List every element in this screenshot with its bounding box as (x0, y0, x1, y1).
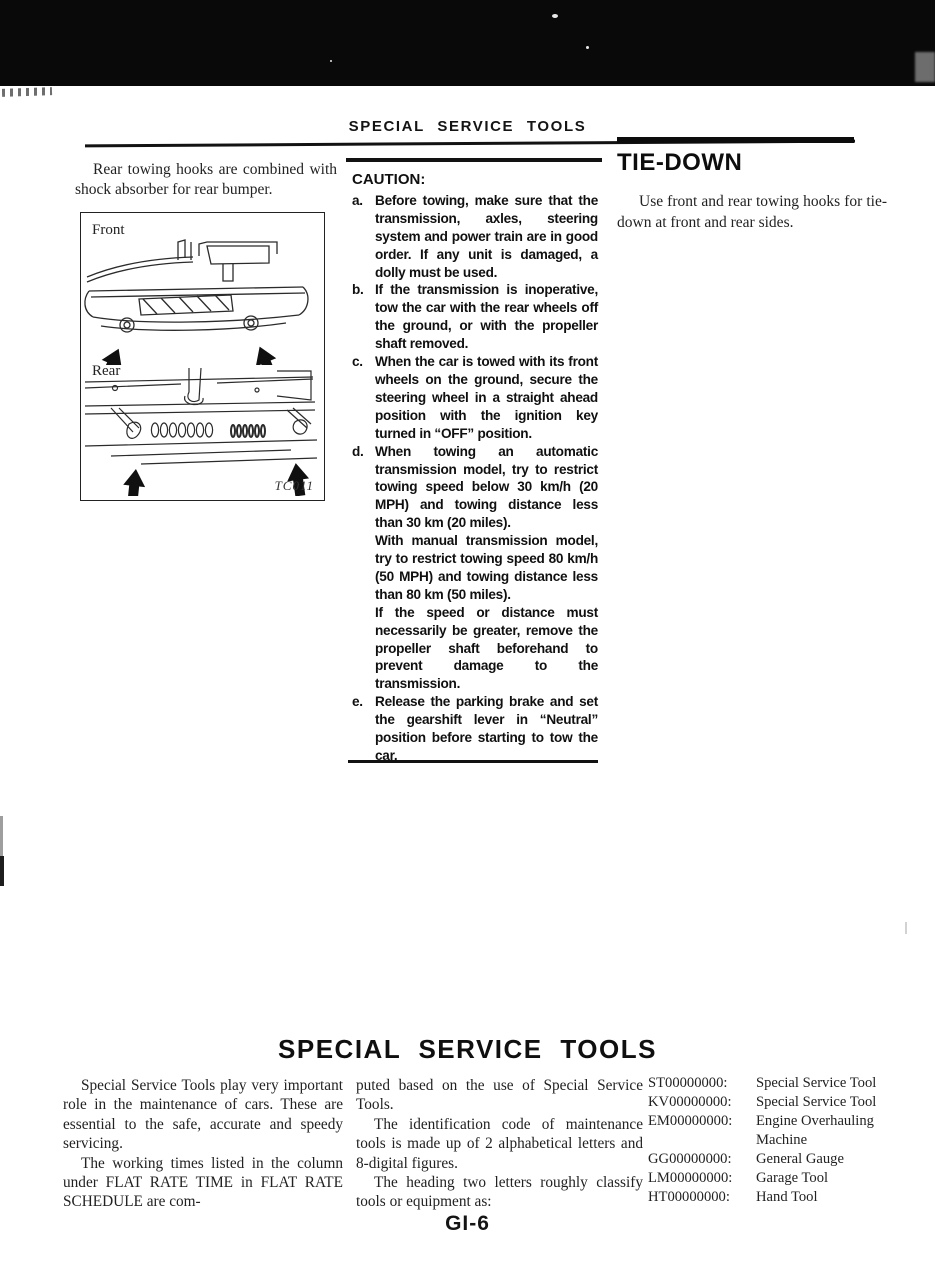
tool-code: HT00000000: (648, 1189, 730, 1205)
tool-code-description: Special Service Tool (756, 1094, 877, 1110)
scan-edge-mark (905, 922, 907, 934)
caution-section (352, 171, 598, 765)
tool-code-list (648, 1074, 922, 1207)
arrow-to-front-left-hook (95, 344, 129, 365)
sst-paragraph: The heading two letters roughly classify tools or equipment as: (356, 1174, 643, 1211)
figure-code: TC011 (274, 478, 314, 493)
caution-item-text: If the speed or distance must necessarily be greater, remove the propeller shaft beforehand to prevent damage to the transmission. (375, 604, 598, 692)
sst-column-2 (356, 1076, 643, 1212)
caution-item-label: e. (352, 694, 363, 710)
caution-heading: CAUTION: (352, 171, 426, 188)
rear-bumper-drawing (81, 366, 321, 496)
scan-speck (586, 46, 589, 49)
tie-down-paragraph: Use front and rear towing hooks for tie-down at front and rear sides. (617, 193, 887, 231)
tool-code: GG00000000: (648, 1151, 732, 1167)
sst-column-1 (63, 1076, 343, 1212)
sst-paragraph: Special Service Tools play very important role in the maintenance of cars. These are essential to the safe, accurate and speedy servicing. (63, 1077, 343, 1153)
sst-section-heading: SPECIAL SERVICE TOOLS (278, 1034, 657, 1064)
caution-item-b (352, 281, 598, 353)
tool-code: LM00000000: (648, 1170, 733, 1186)
scan-tear-mark (2, 87, 52, 97)
tie-down-heavy-rule (617, 137, 854, 143)
figure-rear-label: Rear (92, 363, 121, 379)
sst-paragraph: The identification code of maintenance tools is made up of 2 alphabetical letters and 8-digital figures. (356, 1115, 643, 1172)
sst-paragraph: puted based on the use of Special Service Tools. (356, 1077, 643, 1114)
caution-item-label: d. (352, 443, 364, 459)
page-number: GI-6 (445, 1212, 490, 1235)
caution-item-c (352, 353, 598, 443)
page-header-title: SPECIAL SERVICE TOOLS (348, 118, 587, 135)
tool-code-description: Garage Tool (756, 1170, 829, 1186)
front-bumper-drawing (81, 233, 321, 365)
scan-speck (330, 60, 332, 62)
caution-item-d (352, 443, 598, 694)
sst-paragraph: The working times listed in the column under FLAT RATE TIME in FLAT RATE SCHEDULE are com- (63, 1154, 343, 1211)
caution-item-text: If the transmission is inoperative, tow the car with the rear wheels off the ground, or with the propeller shaft removed. (375, 282, 598, 352)
caution-item-text: When towing an automatic transmission model, try to restrict towing speed below 30 km/h (20 MPH) and towing distance less than 30 km (20 miles). (375, 443, 598, 531)
tool-code-description: Hand Tool (756, 1189, 818, 1205)
top-scan-band (0, 0, 935, 86)
caution-item-e (352, 693, 598, 765)
caution-top-rule (346, 158, 602, 162)
tool-code-description: Engine Overhauling Machine (756, 1113, 874, 1148)
caution-item-label: a. (352, 192, 363, 208)
arrow-to-rear-left-hook (122, 468, 147, 496)
scan-smudge (915, 52, 935, 82)
caution-item-text: When the car is towed with its front wheels on the ground, secure the steering wheel in a straight ahead position with the ignition key turned in “OFF” position. (375, 354, 598, 441)
caution-item-a (352, 192, 598, 282)
caution-item-label: b. (352, 282, 364, 298)
scan-speck (552, 14, 558, 18)
figure-front-label: Front (92, 222, 125, 238)
tool-code-description: Special Service Tool (756, 1075, 877, 1091)
tool-code: KV00000000: (648, 1094, 732, 1110)
caution-item-text: Release the parking brake and set the gearshift lever in “Neutral” position before starting to tow the car. (375, 694, 598, 763)
tie-down-heading: TIE-DOWN (617, 149, 743, 176)
caution-item-label: c. (352, 354, 363, 370)
caution-item-text: Before towing, make sure that the transmission, axles, steering system and power train are in good order. If any unit is damaged, a dolly must be used. (375, 192, 598, 280)
arrow-to-front-right-hook (249, 343, 282, 365)
tool-code: EM00000000: (648, 1113, 733, 1129)
towing-hooks-figure (80, 212, 325, 501)
scan-edge-mark (0, 816, 3, 858)
caution-item-text: With manual transmission model, try to restrict towing speed 80 km/h (50 MPH) and towing distance less than 80 km (50 miles). (375, 533, 598, 602)
scan-edge-mark (0, 856, 4, 886)
towing-intro-paragraph: Rear towing hooks are combined with shock absorber for rear bumper. (75, 161, 337, 198)
tool-code: ST00000000: (648, 1075, 728, 1091)
tool-code-description: General Gauge (756, 1151, 844, 1167)
